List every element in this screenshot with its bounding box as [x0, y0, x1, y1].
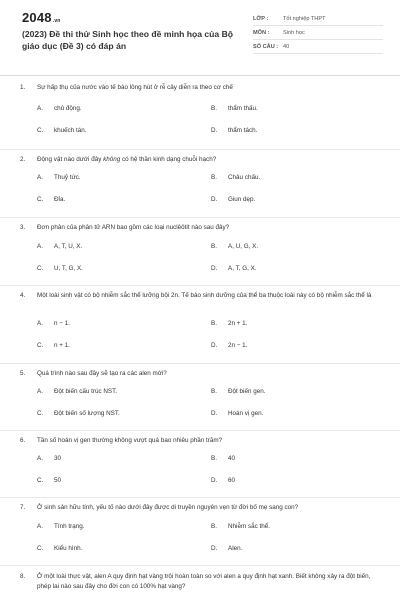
option-letter: D.	[211, 127, 218, 134]
option-letter: C.	[37, 127, 44, 134]
answer-option[interactable]	[211, 265, 257, 272]
question-stem: Ở sinh sản hữu tính, yếu tố nào dưới đây được di truyền nguyên vẹn từ đời bố mẹ sang con?	[37, 504, 299, 511]
option-letter: A.	[37, 523, 43, 530]
option-text: Thuỷ tức.	[54, 174, 81, 181]
option-text: 2n − 1.	[228, 342, 248, 349]
question-number: 2.	[20, 156, 26, 163]
option-text: 30	[54, 455, 62, 462]
option-letter: C.	[37, 545, 44, 552]
option-text: thẩm tách.	[228, 127, 258, 134]
option-letter: B.	[211, 455, 217, 462]
question-text	[20, 369, 380, 379]
question-list	[0, 78, 400, 600]
option-text: A, T, U, X.	[54, 243, 83, 250]
question-item	[0, 498, 400, 566]
option-letter: A.	[37, 105, 43, 112]
option-letter: A.	[37, 243, 43, 250]
option-text: 2n + 1.	[228, 320, 248, 327]
option-text: Hoán vị gen.	[228, 410, 264, 417]
question-item	[0, 566, 400, 600]
question-number: 6.	[20, 437, 26, 444]
logo-suffix: .vn	[52, 18, 61, 24]
option-letter: D.	[211, 196, 218, 203]
answer-option[interactable]	[211, 455, 235, 462]
option-letter: B.	[211, 243, 217, 250]
option-letter: A.	[37, 455, 43, 462]
meta-key: SỐ CÂU :	[253, 43, 279, 50]
option-letter: A.	[37, 320, 43, 327]
option-letter: D.	[211, 342, 218, 349]
question-text	[20, 83, 380, 93]
answer-option[interactable]	[37, 196, 65, 203]
answer-option[interactable]	[37, 342, 70, 349]
option-text: Đột biến gen.	[228, 388, 266, 395]
question-item	[0, 218, 400, 286]
option-text: U, T, G, X.	[54, 265, 83, 272]
meta-row-class	[253, 12, 383, 26]
question-number: 1.	[20, 84, 26, 91]
question-stem: Quá trình nào sau đây sẽ tạo ra các alen mới?	[37, 370, 167, 377]
option-text: n + 1.	[54, 342, 70, 349]
option-text: Tính trạng.	[54, 523, 85, 530]
option-letter: C.	[37, 410, 44, 417]
question-text	[20, 572, 380, 591]
answer-option[interactable]	[211, 174, 260, 181]
answer-option[interactable]	[37, 127, 87, 134]
option-text: 50	[54, 477, 62, 484]
option-letter: D.	[211, 265, 218, 272]
option-text: n − 1.	[54, 320, 70, 327]
question-number: 7.	[20, 504, 26, 511]
answer-option[interactable]	[211, 320, 247, 327]
answer-option[interactable]	[37, 410, 120, 417]
option-text: Đỉa.	[54, 196, 66, 203]
answer-option[interactable]	[37, 477, 61, 484]
option-letter: D.	[211, 477, 218, 484]
answer-option[interactable]	[37, 265, 83, 272]
answer-option[interactable]	[211, 105, 258, 112]
answer-option[interactable]	[211, 388, 265, 395]
question-number: 5.	[20, 370, 26, 377]
answer-option[interactable]	[37, 455, 61, 462]
answer-option[interactable]	[211, 523, 270, 530]
option-letter: D.	[211, 410, 218, 417]
option-text: 40	[228, 455, 236, 462]
question-item	[0, 150, 400, 218]
question-item	[0, 78, 400, 150]
answer-option[interactable]	[37, 105, 82, 112]
answer-option[interactable]	[37, 320, 70, 327]
question-stem	[37, 155, 380, 165]
answer-option[interactable]	[37, 523, 84, 530]
option-letter: B.	[211, 105, 217, 112]
question-stem: Ở một loài thực vật, alen A quy định hạt vàng trội hoàn toàn so với alen a quy định hạt xanh. Biết không xảy ra đột biến, phép lai nào sau đây cho đời con có 100% hạt vàng?	[37, 573, 371, 590]
meta-value: Tốt nghiệp THPT	[283, 15, 326, 22]
question-item	[0, 286, 400, 364]
question-stem: Tần số hoán vị gen thường không vượt quá bao nhiêu phần trăm?	[37, 437, 223, 444]
site-logo[interactable]	[22, 10, 61, 25]
stem-part: có hệ thần kinh dạng chuỗi hạch?	[120, 156, 217, 163]
meta-key: LỚP :	[253, 15, 269, 22]
option-text: khuếch tán.	[54, 127, 87, 134]
option-text: 60	[228, 477, 236, 484]
option-letter: B.	[211, 388, 217, 395]
question-text	[20, 223, 380, 233]
option-text: Nhiễm sắc thể.	[228, 523, 270, 530]
answer-option[interactable]	[37, 545, 82, 552]
answer-option[interactable]	[37, 174, 81, 181]
option-letter: D.	[211, 545, 218, 552]
option-letter: B.	[211, 523, 217, 530]
answer-option[interactable]	[211, 545, 242, 552]
question-text	[20, 436, 380, 446]
option-text: Đột biến số lượng NST.	[54, 410, 120, 417]
logo-text: 2048	[22, 10, 52, 25]
meta-value: 40	[283, 43, 290, 50]
answer-option[interactable]	[37, 388, 117, 395]
option-text: Kiểu hình.	[54, 545, 83, 552]
option-text: Alen.	[228, 545, 243, 552]
option-letter: B.	[211, 320, 217, 327]
answer-option[interactable]	[211, 410, 263, 417]
question-number: 4.	[20, 292, 26, 299]
option-letter: C.	[37, 342, 44, 349]
answer-option[interactable]	[37, 243, 82, 250]
option-text: Giun dẹp.	[228, 196, 256, 203]
option-letter: A.	[37, 174, 43, 181]
question-text	[20, 155, 380, 165]
option-letter: B.	[211, 174, 217, 181]
answer-option[interactable]	[211, 477, 235, 484]
question-stem: Đơn phân của phân tử ARN bao gồm các loại nuclêôtit nào sau đây?	[37, 224, 230, 231]
option-text: Đột biến cấu trúc NST.	[54, 388, 117, 395]
question-number: 3.	[20, 224, 26, 231]
stem-emphasis: không	[103, 156, 121, 163]
question-item	[0, 431, 400, 498]
question-stem: Một loài sinh vật có bộ nhiễm sắc thể lưỡng bội 2n. Tế bào sinh dưỡng của thể ba thuộc loài này có bộ nhiễm sắc thể là	[37, 292, 372, 299]
option-text: A, T, G, X.	[228, 265, 257, 272]
answer-option[interactable]	[211, 342, 247, 349]
question-text	[20, 503, 380, 513]
answer-option[interactable]	[211, 243, 258, 250]
answer-option[interactable]	[211, 127, 257, 134]
option-letter: C.	[37, 265, 44, 272]
exam-meta	[253, 12, 383, 54]
option-text: A, U, G, X.	[228, 243, 259, 250]
meta-value: Sinh học	[283, 29, 305, 36]
stem-part: Động vật nào dưới đây	[37, 156, 104, 163]
question-stem: Sự hấp thụ của nước vào tế bào lông hút ở rễ cây diễn ra theo cơ chế	[37, 84, 233, 91]
option-text: thẩm thấu.	[228, 105, 258, 112]
option-letter: C.	[37, 477, 44, 484]
question-item	[0, 364, 400, 431]
meta-row-count	[253, 40, 383, 54]
option-letter: A.	[37, 388, 43, 395]
question-number: 8.	[20, 573, 26, 580]
meta-row-subject	[253, 26, 383, 40]
question-text	[20, 291, 380, 301]
exam-header	[0, 0, 400, 76]
answer-option[interactable]	[211, 196, 255, 203]
meta-key: MÔN :	[253, 29, 270, 36]
option-letter: C.	[37, 196, 44, 203]
exam-title: (2023) Đề thi thử Sinh học theo đề minh họa của Bộ giáo dục (Đề 3) có đáp án	[22, 29, 234, 51]
option-text: chủ động.	[54, 105, 82, 112]
option-text: Châu chấu.	[228, 174, 261, 181]
